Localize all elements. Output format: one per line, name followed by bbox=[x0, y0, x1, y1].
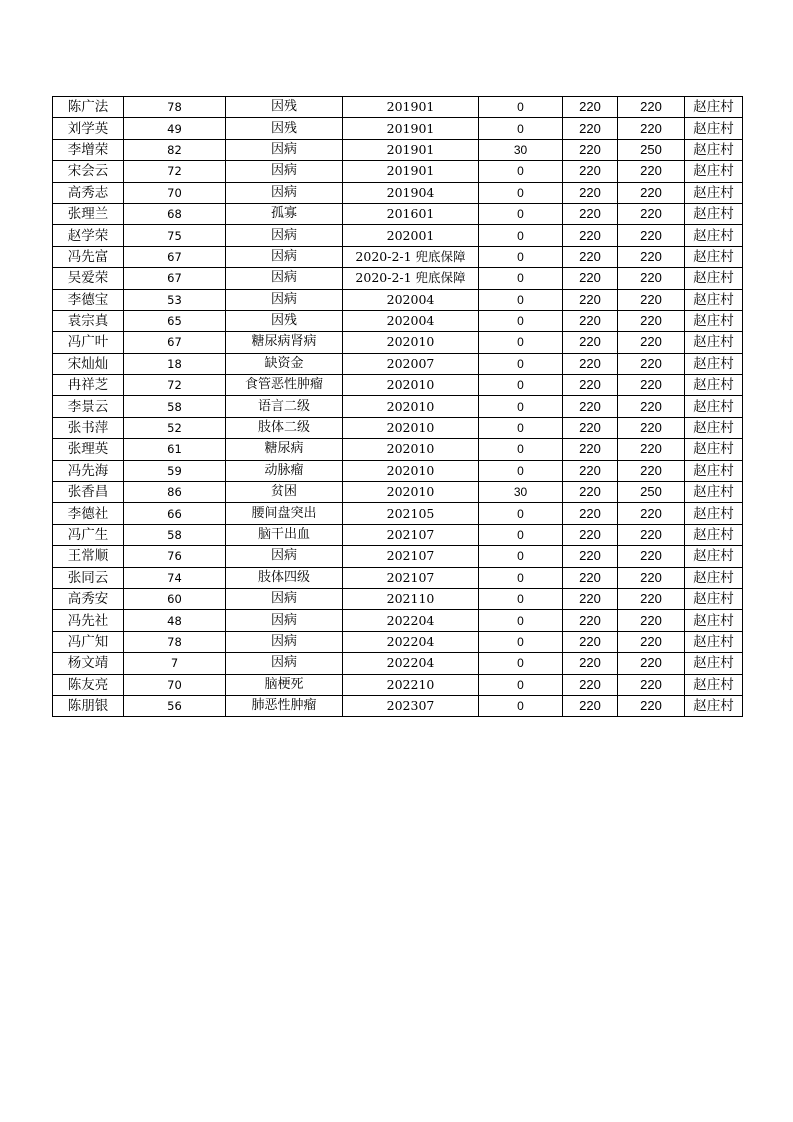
start-date-cell: 202004 bbox=[343, 289, 479, 310]
person-name-cell: 冯先富 bbox=[53, 246, 124, 267]
base-amount-cell: 220 bbox=[563, 310, 618, 331]
base-amount-cell: 220 bbox=[563, 97, 618, 118]
village-cell: 赵庄村 bbox=[685, 332, 743, 353]
supplement-cell: 0 bbox=[479, 310, 563, 331]
base-amount-cell: 220 bbox=[563, 353, 618, 374]
reason-cell: 缺资金 bbox=[226, 353, 343, 374]
roster-body bbox=[53, 97, 743, 717]
age-cell: 48 bbox=[124, 610, 226, 631]
start-date-cell: 202001 bbox=[343, 225, 479, 246]
age-cell: 70 bbox=[124, 674, 226, 695]
start-date-cell: 202007 bbox=[343, 353, 479, 374]
person-name-cell: 陈朋银 bbox=[53, 695, 124, 716]
age-cell: 7 bbox=[124, 653, 226, 674]
reason-cell: 因残 bbox=[226, 310, 343, 331]
age-cell: 56 bbox=[124, 695, 226, 716]
start-date-cell: 202010 bbox=[343, 417, 479, 438]
base-amount-cell: 220 bbox=[563, 588, 618, 609]
start-date-cell: 202010 bbox=[343, 482, 479, 503]
age-cell: 76 bbox=[124, 546, 226, 567]
base-amount-cell: 220 bbox=[563, 246, 618, 267]
start-date-cell: 202004 bbox=[343, 310, 479, 331]
village-cell: 赵庄村 bbox=[685, 268, 743, 289]
base-amount-cell: 220 bbox=[563, 118, 618, 139]
reason-cell: 因病 bbox=[226, 139, 343, 160]
table-row bbox=[53, 610, 743, 631]
reason-cell: 糖尿病肾病 bbox=[226, 332, 343, 353]
reason-cell: 因病 bbox=[226, 161, 343, 182]
village-cell: 赵庄村 bbox=[685, 289, 743, 310]
table-row bbox=[53, 546, 743, 567]
person-name-cell: 冉祥芝 bbox=[53, 375, 124, 396]
supplement-cell: 0 bbox=[479, 353, 563, 374]
reason-cell: 因病 bbox=[226, 182, 343, 203]
age-cell: 82 bbox=[124, 139, 226, 160]
supplement-cell: 0 bbox=[479, 97, 563, 118]
total-amount-cell: 220 bbox=[618, 225, 685, 246]
base-amount-cell: 220 bbox=[563, 674, 618, 695]
age-cell: 72 bbox=[124, 161, 226, 182]
village-cell: 赵庄村 bbox=[685, 118, 743, 139]
base-amount-cell: 220 bbox=[563, 289, 618, 310]
start-date-cell: 2020-2-1 兜底保障 bbox=[343, 246, 479, 267]
village-cell: 赵庄村 bbox=[685, 567, 743, 588]
table-row bbox=[53, 353, 743, 374]
table-row bbox=[53, 631, 743, 652]
age-cell: 58 bbox=[124, 396, 226, 417]
supplement-cell: 0 bbox=[479, 653, 563, 674]
supplement-cell: 0 bbox=[479, 182, 563, 203]
base-amount-cell: 220 bbox=[563, 503, 618, 524]
age-cell: 78 bbox=[124, 97, 226, 118]
total-amount-cell: 250 bbox=[618, 139, 685, 160]
total-amount-cell: 220 bbox=[618, 417, 685, 438]
start-date-cell: 201901 bbox=[343, 161, 479, 182]
supplement-cell: 0 bbox=[479, 460, 563, 481]
start-date-cell: 202010 bbox=[343, 439, 479, 460]
village-cell: 赵庄村 bbox=[685, 674, 743, 695]
base-amount-cell: 220 bbox=[563, 546, 618, 567]
total-amount-cell: 220 bbox=[618, 118, 685, 139]
start-date-cell: 202010 bbox=[343, 396, 479, 417]
age-cell: 74 bbox=[124, 567, 226, 588]
total-amount-cell: 220 bbox=[618, 503, 685, 524]
supplement-cell: 0 bbox=[479, 546, 563, 567]
table-row bbox=[53, 225, 743, 246]
reason-cell: 语言二级 bbox=[226, 396, 343, 417]
age-cell: 68 bbox=[124, 203, 226, 224]
reason-cell: 因病 bbox=[226, 289, 343, 310]
person-name-cell: 冯先海 bbox=[53, 460, 124, 481]
total-amount-cell: 220 bbox=[618, 97, 685, 118]
base-amount-cell: 220 bbox=[563, 439, 618, 460]
village-cell: 赵庄村 bbox=[685, 546, 743, 567]
table-row bbox=[53, 246, 743, 267]
village-cell: 赵庄村 bbox=[685, 524, 743, 545]
total-amount-cell: 220 bbox=[618, 246, 685, 267]
table-row bbox=[53, 161, 743, 182]
reason-cell: 肢体二级 bbox=[226, 417, 343, 438]
base-amount-cell: 220 bbox=[563, 460, 618, 481]
village-cell: 赵庄村 bbox=[685, 310, 743, 331]
total-amount-cell: 220 bbox=[618, 268, 685, 289]
table-row bbox=[53, 674, 743, 695]
village-cell: 赵庄村 bbox=[685, 182, 743, 203]
start-date-cell: 202010 bbox=[343, 375, 479, 396]
reason-cell: 因病 bbox=[226, 225, 343, 246]
start-date-cell: 202107 bbox=[343, 546, 479, 567]
age-cell: 49 bbox=[124, 118, 226, 139]
base-amount-cell: 220 bbox=[563, 332, 618, 353]
total-amount-cell: 220 bbox=[618, 289, 685, 310]
total-amount-cell: 220 bbox=[618, 546, 685, 567]
base-amount-cell: 220 bbox=[563, 482, 618, 503]
person-name-cell: 李德宝 bbox=[53, 289, 124, 310]
total-amount-cell: 220 bbox=[618, 182, 685, 203]
reason-cell: 因病 bbox=[226, 268, 343, 289]
reason-cell: 因病 bbox=[226, 610, 343, 631]
reason-cell: 腰间盘突出 bbox=[226, 503, 343, 524]
table-row bbox=[53, 289, 743, 310]
person-name-cell: 冯广知 bbox=[53, 631, 124, 652]
age-cell: 78 bbox=[124, 631, 226, 652]
base-amount-cell: 220 bbox=[563, 567, 618, 588]
supplement-cell: 0 bbox=[479, 203, 563, 224]
base-amount-cell: 220 bbox=[563, 610, 618, 631]
village-cell: 赵庄村 bbox=[685, 482, 743, 503]
table-row bbox=[53, 567, 743, 588]
total-amount-cell: 220 bbox=[618, 631, 685, 652]
start-date-cell: 2020-2-1 兜底保障 bbox=[343, 268, 479, 289]
start-date-cell: 202110 bbox=[343, 588, 479, 609]
table-row bbox=[53, 97, 743, 118]
total-amount-cell: 220 bbox=[618, 332, 685, 353]
person-name-cell: 杨文靖 bbox=[53, 653, 124, 674]
person-name-cell: 王常顺 bbox=[53, 546, 124, 567]
supplement-cell: 0 bbox=[479, 332, 563, 353]
age-cell: 67 bbox=[124, 268, 226, 289]
reason-cell: 糖尿病 bbox=[226, 439, 343, 460]
total-amount-cell: 220 bbox=[618, 439, 685, 460]
total-amount-cell: 250 bbox=[618, 482, 685, 503]
village-cell: 赵庄村 bbox=[685, 460, 743, 481]
person-name-cell: 袁宗真 bbox=[53, 310, 124, 331]
person-name-cell: 李景云 bbox=[53, 396, 124, 417]
base-amount-cell: 220 bbox=[563, 631, 618, 652]
table-row bbox=[53, 139, 743, 160]
table-row bbox=[53, 203, 743, 224]
supplement-cell: 0 bbox=[479, 503, 563, 524]
reason-cell: 孤寡 bbox=[226, 203, 343, 224]
table-row bbox=[53, 695, 743, 716]
person-name-cell: 陈友亮 bbox=[53, 674, 124, 695]
village-cell: 赵庄村 bbox=[685, 610, 743, 631]
age-cell: 70 bbox=[124, 182, 226, 203]
person-name-cell: 冯先社 bbox=[53, 610, 124, 631]
village-cell: 赵庄村 bbox=[685, 631, 743, 652]
reason-cell: 肺恶性肿瘤 bbox=[226, 695, 343, 716]
reason-cell: 因病 bbox=[226, 631, 343, 652]
age-cell: 18 bbox=[124, 353, 226, 374]
village-cell: 赵庄村 bbox=[685, 396, 743, 417]
person-name-cell: 张理英 bbox=[53, 439, 124, 460]
base-amount-cell: 220 bbox=[563, 161, 618, 182]
start-date-cell: 201901 bbox=[343, 97, 479, 118]
base-amount-cell: 220 bbox=[563, 375, 618, 396]
age-cell: 66 bbox=[124, 503, 226, 524]
person-name-cell: 宋会云 bbox=[53, 161, 124, 182]
age-cell: 75 bbox=[124, 225, 226, 246]
reason-cell: 动脉瘤 bbox=[226, 460, 343, 481]
reason-cell: 脑干出血 bbox=[226, 524, 343, 545]
village-cell: 赵庄村 bbox=[685, 203, 743, 224]
table-row bbox=[53, 482, 743, 503]
table-row bbox=[53, 375, 743, 396]
base-amount-cell: 220 bbox=[563, 268, 618, 289]
person-name-cell: 高秀志 bbox=[53, 182, 124, 203]
village-cell: 赵庄村 bbox=[685, 161, 743, 182]
reason-cell: 因病 bbox=[226, 246, 343, 267]
supplement-cell: 0 bbox=[479, 674, 563, 695]
village-cell: 赵庄村 bbox=[685, 246, 743, 267]
total-amount-cell: 220 bbox=[618, 310, 685, 331]
age-cell: 61 bbox=[124, 439, 226, 460]
total-amount-cell: 220 bbox=[618, 396, 685, 417]
age-cell: 72 bbox=[124, 375, 226, 396]
table-row bbox=[53, 268, 743, 289]
table-row bbox=[53, 460, 743, 481]
reason-cell: 食管恶性肿瘤 bbox=[226, 375, 343, 396]
reason-cell: 脑梗死 bbox=[226, 674, 343, 695]
total-amount-cell: 220 bbox=[618, 653, 685, 674]
age-cell: 60 bbox=[124, 588, 226, 609]
supplement-cell: 30 bbox=[479, 482, 563, 503]
start-date-cell: 202107 bbox=[343, 567, 479, 588]
age-cell: 67 bbox=[124, 332, 226, 353]
supplement-cell: 0 bbox=[479, 289, 563, 310]
start-date-cell: 202107 bbox=[343, 524, 479, 545]
start-date-cell: 201601 bbox=[343, 203, 479, 224]
start-date-cell: 202210 bbox=[343, 674, 479, 695]
supplement-cell: 0 bbox=[479, 118, 563, 139]
person-name-cell: 张理兰 bbox=[53, 203, 124, 224]
supplement-cell: 30 bbox=[479, 139, 563, 160]
supplement-cell: 0 bbox=[479, 375, 563, 396]
total-amount-cell: 220 bbox=[618, 695, 685, 716]
base-amount-cell: 220 bbox=[563, 182, 618, 203]
base-amount-cell: 220 bbox=[563, 396, 618, 417]
reason-cell: 因病 bbox=[226, 546, 343, 567]
roster-table bbox=[52, 96, 743, 717]
supplement-cell: 0 bbox=[479, 396, 563, 417]
table-row bbox=[53, 396, 743, 417]
table-row bbox=[53, 524, 743, 545]
age-cell: 53 bbox=[124, 289, 226, 310]
table-row bbox=[53, 653, 743, 674]
reason-cell: 因残 bbox=[226, 118, 343, 139]
person-name-cell: 张香昌 bbox=[53, 482, 124, 503]
supplement-cell: 0 bbox=[479, 610, 563, 631]
person-name-cell: 吴爱荣 bbox=[53, 268, 124, 289]
village-cell: 赵庄村 bbox=[685, 375, 743, 396]
base-amount-cell: 220 bbox=[563, 653, 618, 674]
start-date-cell: 202204 bbox=[343, 653, 479, 674]
person-name-cell: 张同云 bbox=[53, 567, 124, 588]
start-date-cell: 202307 bbox=[343, 695, 479, 716]
reason-cell: 因病 bbox=[226, 653, 343, 674]
person-name-cell: 张书萍 bbox=[53, 417, 124, 438]
supplement-cell: 0 bbox=[479, 695, 563, 716]
village-cell: 赵庄村 bbox=[685, 417, 743, 438]
base-amount-cell: 220 bbox=[563, 524, 618, 545]
supplement-cell: 0 bbox=[479, 631, 563, 652]
total-amount-cell: 220 bbox=[618, 610, 685, 631]
supplement-cell: 0 bbox=[479, 524, 563, 545]
supplement-cell: 0 bbox=[479, 246, 563, 267]
age-cell: 52 bbox=[124, 417, 226, 438]
start-date-cell: 201901 bbox=[343, 118, 479, 139]
table-row bbox=[53, 417, 743, 438]
start-date-cell: 201901 bbox=[343, 139, 479, 160]
village-cell: 赵庄村 bbox=[685, 653, 743, 674]
total-amount-cell: 220 bbox=[618, 524, 685, 545]
age-cell: 58 bbox=[124, 524, 226, 545]
age-cell: 59 bbox=[124, 460, 226, 481]
table-row bbox=[53, 182, 743, 203]
supplement-cell: 0 bbox=[479, 567, 563, 588]
person-name-cell: 冯广生 bbox=[53, 524, 124, 545]
reason-cell: 肢体四级 bbox=[226, 567, 343, 588]
table-row bbox=[53, 118, 743, 139]
total-amount-cell: 220 bbox=[618, 567, 685, 588]
supplement-cell: 0 bbox=[479, 268, 563, 289]
person-name-cell: 冯广叶 bbox=[53, 332, 124, 353]
reason-cell: 因病 bbox=[226, 588, 343, 609]
reason-cell: 因残 bbox=[226, 97, 343, 118]
person-name-cell: 高秀安 bbox=[53, 588, 124, 609]
supplement-cell: 0 bbox=[479, 225, 563, 246]
base-amount-cell: 220 bbox=[563, 695, 618, 716]
supplement-cell: 0 bbox=[479, 417, 563, 438]
supplement-cell: 0 bbox=[479, 588, 563, 609]
base-amount-cell: 220 bbox=[563, 225, 618, 246]
person-name-cell: 李增荣 bbox=[53, 139, 124, 160]
person-name-cell: 李德社 bbox=[53, 503, 124, 524]
supplement-cell: 0 bbox=[479, 161, 563, 182]
table-row bbox=[53, 332, 743, 353]
total-amount-cell: 220 bbox=[618, 375, 685, 396]
start-date-cell: 202010 bbox=[343, 460, 479, 481]
table-row bbox=[53, 310, 743, 331]
village-cell: 赵庄村 bbox=[685, 439, 743, 460]
start-date-cell: 201904 bbox=[343, 182, 479, 203]
start-date-cell: 202204 bbox=[343, 610, 479, 631]
table-row bbox=[53, 588, 743, 609]
person-name-cell: 宋灿灿 bbox=[53, 353, 124, 374]
total-amount-cell: 220 bbox=[618, 674, 685, 695]
person-name-cell: 赵学荣 bbox=[53, 225, 124, 246]
supplement-cell: 0 bbox=[479, 439, 563, 460]
village-cell: 赵庄村 bbox=[685, 588, 743, 609]
village-cell: 赵庄村 bbox=[685, 97, 743, 118]
village-cell: 赵庄村 bbox=[685, 353, 743, 374]
total-amount-cell: 220 bbox=[618, 460, 685, 481]
age-cell: 65 bbox=[124, 310, 226, 331]
age-cell: 86 bbox=[124, 482, 226, 503]
person-name-cell: 陈广法 bbox=[53, 97, 124, 118]
start-date-cell: 202204 bbox=[343, 631, 479, 652]
reason-cell: 贫困 bbox=[226, 482, 343, 503]
table-row bbox=[53, 503, 743, 524]
village-cell: 赵庄村 bbox=[685, 139, 743, 160]
person-name-cell: 刘学英 bbox=[53, 118, 124, 139]
total-amount-cell: 220 bbox=[618, 203, 685, 224]
start-date-cell: 202105 bbox=[343, 503, 479, 524]
total-amount-cell: 220 bbox=[618, 353, 685, 374]
start-date-cell: 202010 bbox=[343, 332, 479, 353]
village-cell: 赵庄村 bbox=[685, 695, 743, 716]
base-amount-cell: 220 bbox=[563, 139, 618, 160]
base-amount-cell: 220 bbox=[563, 203, 618, 224]
table-row bbox=[53, 439, 743, 460]
total-amount-cell: 220 bbox=[618, 588, 685, 609]
base-amount-cell: 220 bbox=[563, 417, 618, 438]
village-cell: 赵庄村 bbox=[685, 225, 743, 246]
age-cell: 67 bbox=[124, 246, 226, 267]
total-amount-cell: 220 bbox=[618, 161, 685, 182]
village-cell: 赵庄村 bbox=[685, 503, 743, 524]
